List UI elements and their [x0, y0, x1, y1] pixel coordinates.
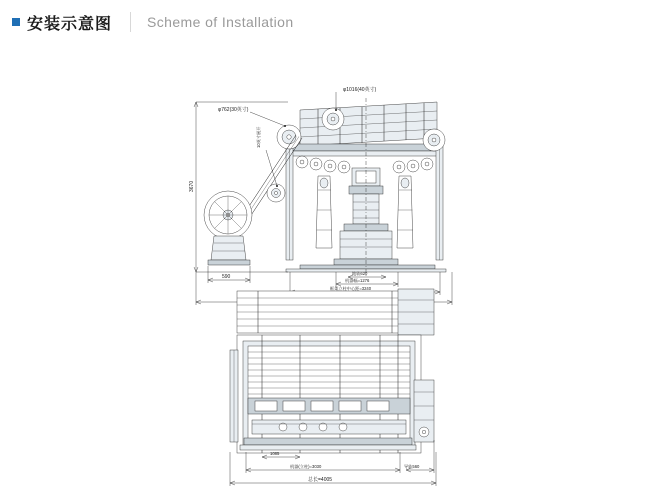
plan-module-band	[248, 398, 410, 414]
page-title-en: Scheme of Installation	[147, 14, 294, 30]
dim-text-3670: 3670	[189, 180, 195, 192]
callout-roll-1016: φ1016(40英寸)	[343, 87, 377, 93]
dim-total-length	[230, 452, 436, 486]
right-column	[436, 136, 443, 260]
dim-text-total-length: 总长=4005	[308, 477, 333, 483]
roll-1016-right-2	[423, 129, 445, 151]
front-elevation-view	[189, 86, 452, 305]
installation-drawing	[0, 40, 656, 503]
plan-view	[230, 289, 436, 486]
overhead-frame	[300, 102, 437, 146]
plan-bottom-rail	[240, 438, 416, 450]
callout-roll-762: φ762(30英寸)	[218, 107, 249, 113]
plan-drive-unit	[414, 380, 434, 442]
page-header	[0, 0, 656, 44]
plan-roller-band	[252, 420, 406, 434]
right-guard	[397, 176, 413, 248]
dim-text-machine-width: 机器幅=1276	[345, 278, 370, 283]
dim-text-rail-560: 导轨560	[404, 464, 420, 469]
dim-text-590: 590	[222, 274, 231, 280]
mid-roller	[267, 184, 285, 202]
plan-left-panel	[230, 350, 238, 442]
material-reel	[204, 191, 252, 239]
dim-text-frame-center: 框架立柱中心距=3240	[330, 286, 372, 291]
dim-590	[208, 266, 250, 283]
dim-text-ground-rail: 地轨620	[352, 271, 368, 276]
title-divider	[130, 12, 131, 32]
upper-rail	[288, 144, 440, 156]
reel-stand	[208, 236, 250, 265]
roll-1016-right	[322, 108, 344, 130]
left-guard	[316, 176, 332, 248]
header-badge	[12, 11, 112, 34]
callout-roll-10: 10英寸展开	[256, 126, 261, 148]
plan-right-block	[398, 289, 434, 335]
square-bullet-icon	[12, 18, 20, 26]
dim-text-machine-column: 机器(立柱)=3030	[290, 464, 322, 469]
dim-text-inner-note: 1085	[270, 451, 280, 456]
page-title-cn: 安装示意图	[27, 15, 113, 33]
plan-upper-deck	[237, 291, 413, 333]
